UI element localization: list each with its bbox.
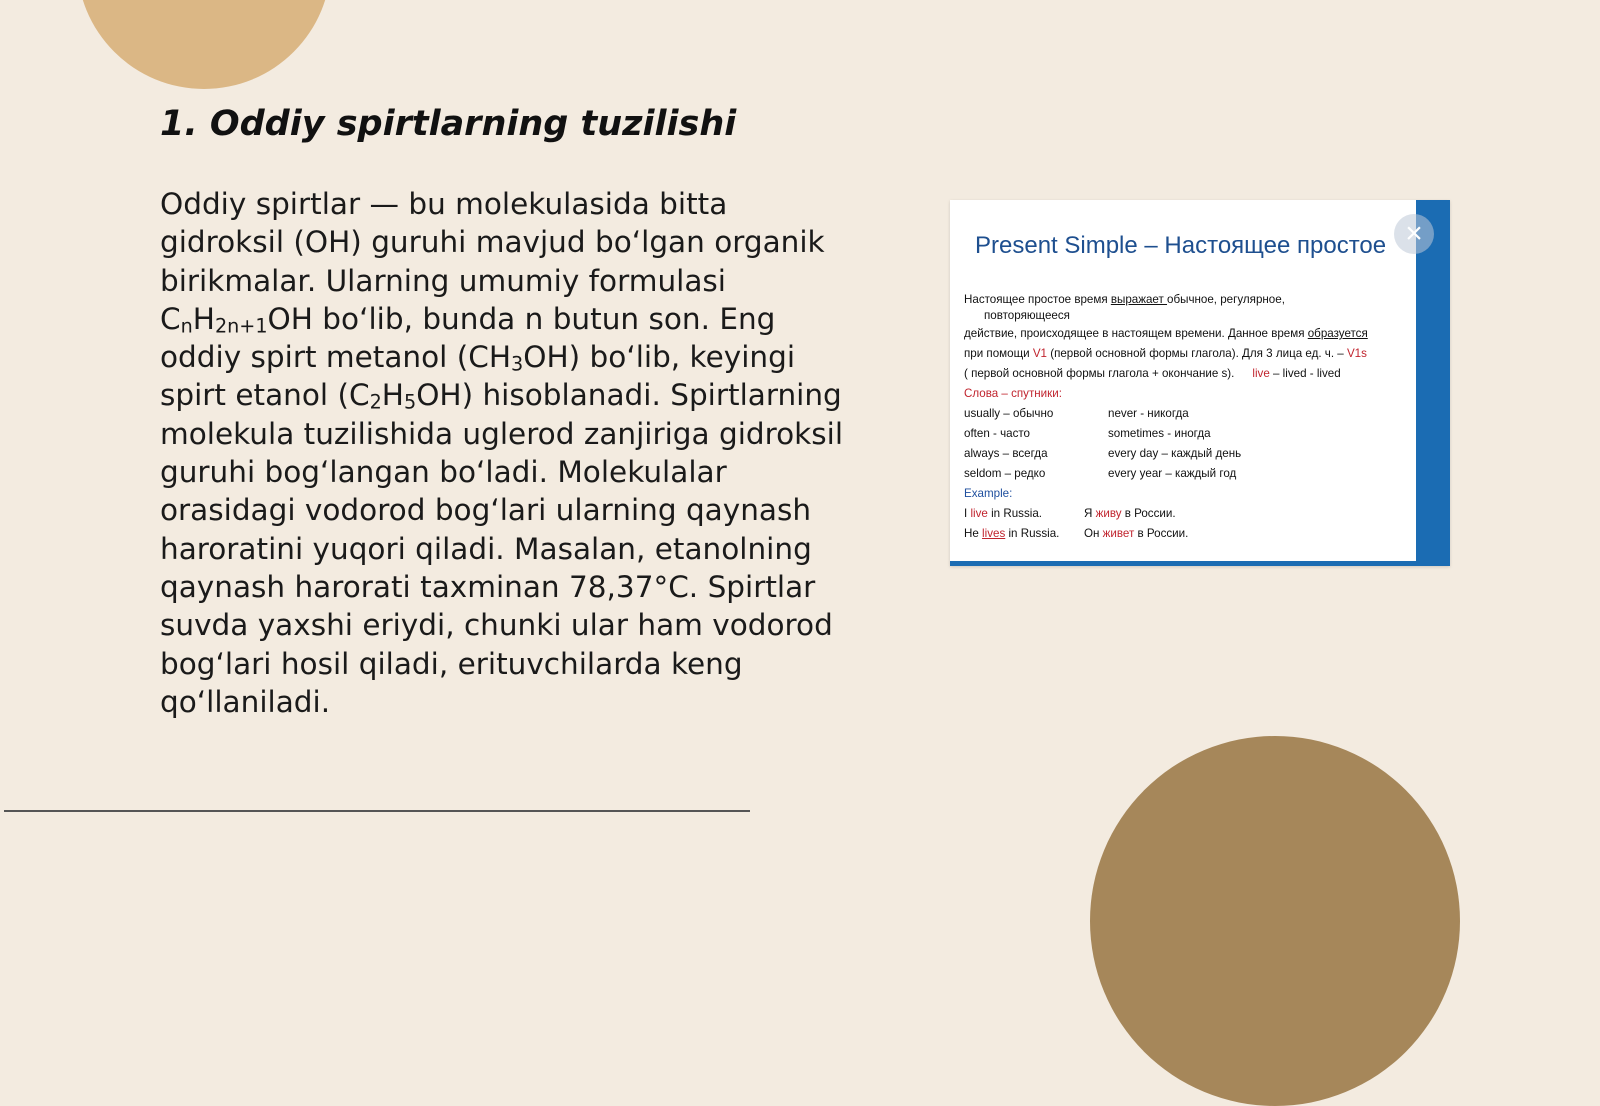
card-line-5 <box>964 364 1424 384</box>
pair-right: sometimes - иногда <box>1108 427 1211 440</box>
body-text-5: H <box>381 378 404 413</box>
card-text-span: V1 <box>1032 347 1047 360</box>
example-translation <box>1084 504 1176 524</box>
card-text-span: при помощи <box>964 347 1033 360</box>
pair-left: seldom – редко <box>964 467 1046 480</box>
card-text-span: обычное, регулярное, <box>1167 293 1285 306</box>
example-row <box>964 504 1424 524</box>
example-text: Он <box>1084 527 1103 540</box>
example-text: в России. <box>1121 507 1176 520</box>
example-verb: lives <box>982 527 1006 540</box>
card-bottom-bar <box>950 561 1450 566</box>
companions-label: Слова – спутники: <box>964 387 1062 400</box>
divider-line <box>4 810 750 812</box>
pair-row <box>964 464 1424 484</box>
card-title: Present Simple – Настоящее простое <box>975 232 1387 259</box>
card-text-span: – lived - lived <box>1269 367 1341 380</box>
card-text-span: действие, происходящее в настоящем времени. Данное время <box>964 327 1308 340</box>
subscript-3: 3 <box>511 352 524 376</box>
pair-left: always – всегда <box>964 447 1048 460</box>
card-text-span: Настоящее простое время <box>964 293 1111 306</box>
decorative-circle-bottom <box>1090 736 1460 1106</box>
example-verb: живу <box>1095 507 1122 520</box>
card-text-span: V1s <box>1346 347 1367 360</box>
example-label: Example: <box>964 487 1013 500</box>
card-line-2: повторяющееся <box>984 309 1070 322</box>
pair-left: usually – обычно <box>964 407 1054 420</box>
card-line-1 <box>964 292 1424 308</box>
example-text: He <box>964 527 983 540</box>
card-text-span: live <box>1252 367 1270 380</box>
card-line-3 <box>964 324 1424 344</box>
pair-right: never - никогда <box>1108 407 1189 420</box>
pair-row <box>964 424 1424 444</box>
slide-title: 1. Oddiy spirtlarning tuzilishi <box>160 104 737 144</box>
pair-right: every day – каждый день <box>1108 447 1242 460</box>
subscript-n: n <box>180 314 193 338</box>
example-text: Я <box>1084 507 1096 520</box>
body-text-1: Oddiy spirtlar — bu molekulasida bitta gidroksil (OH) guruhi mavjud bo‘lgan organik birikmalar. Ularning umumiy formulasi C <box>160 187 825 336</box>
card-text-span: ( первой основной формы глагола + окончание s). <box>964 367 1235 380</box>
pair-row <box>964 444 1424 464</box>
body-text-2: H <box>192 301 215 336</box>
example-verb: живет <box>1102 527 1135 540</box>
example-verb: live <box>970 507 988 520</box>
body-text-3: OH bo‘lib, bunda n butun son. Eng oddiy spirt metanol (CH <box>160 301 776 375</box>
body-text-6: OH) hisoblanadi. Spirtlarning molekula tuzilishida uglerod zanjiriga gidroksil guruhi bog‘langan bo‘ladi. Molekulalar orasidagi vodorod bog‘lari ularning qaynash haroratini yuqori qiladi. Masalan, etanolning qaynash harorati taxminan 78,37°C. Spirtlar suvda yaxshi eriydi, chunki ular ham vodorod bog‘lari hosil qiladi, erituvchilarda keng qo‘llaniladi. <box>160 378 844 719</box>
example-text: в России. <box>1134 527 1189 540</box>
close-icon[interactable]: × <box>1394 214 1434 254</box>
card-text-span: выражает <box>1110 293 1168 306</box>
card-text-span: (первой основной формы глагола). Для 3 лица ед. ч. – <box>1047 347 1347 360</box>
subscript-2n1: 2n+1 <box>214 314 268 338</box>
pair-left: often - часто <box>964 427 1031 440</box>
example-text: in Russia. <box>1005 527 1060 540</box>
example-row <box>964 524 1424 544</box>
example-text: in Russia. <box>987 507 1042 520</box>
subscript-2: 2 <box>369 390 382 414</box>
card-text-span: образуется <box>1307 327 1368 340</box>
pair-row <box>964 404 1424 424</box>
embedded-image-card <box>950 200 1450 566</box>
pair-right: every year – каждый год <box>1108 467 1237 480</box>
example-translation <box>1084 524 1188 544</box>
subscript-5: 5 <box>403 390 417 414</box>
card-text <box>964 292 1424 544</box>
body-paragraph <box>160 185 850 721</box>
body-text-4: OH) bo‘lib, keyingi spirt etanol (C <box>160 340 796 413</box>
example-text: I <box>964 507 971 520</box>
decorative-circle-top <box>77 0 331 89</box>
card-line-4 <box>964 344 1424 364</box>
